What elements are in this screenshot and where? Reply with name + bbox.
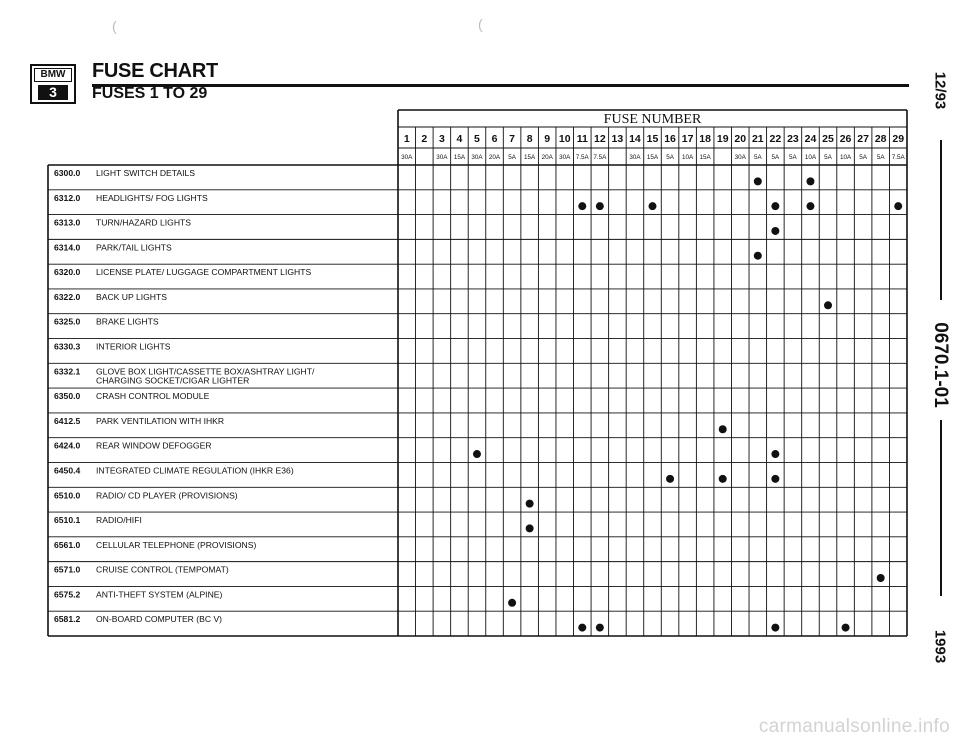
fuse-number-label: 28: [874, 133, 887, 145]
fuse-number-label: 4: [456, 133, 463, 145]
fuse-rating-label: 7.5A: [891, 154, 905, 161]
circuit-code: 6322.0: [54, 291, 81, 302]
fuse-dot: [771, 202, 779, 210]
fuse-number-label: 3: [438, 133, 445, 145]
fuse-rating-label: 5A: [771, 154, 780, 161]
fuse-number-title: FUSE NUMBER: [603, 112, 702, 127]
circuit-label: CRASH CONTROL MODULE: [96, 391, 210, 402]
fuse-dot: [824, 301, 832, 309]
fuse-number-label: 24: [804, 133, 817, 145]
fuse-dot: [666, 475, 674, 483]
circuit-code: 6312.0: [54, 192, 81, 203]
circuit-label: INTERIOR LIGHTS: [96, 341, 171, 352]
fuse-rating-label: 10A: [804, 154, 817, 161]
fuse-dot: [771, 624, 779, 632]
scan-mark-left: (: [112, 18, 117, 34]
circuit-code: 6320.0: [54, 267, 81, 278]
circuit-label: ANTI-THEFT SYSTEM (ALPINE): [96, 589, 223, 600]
circuit-label: REAR WINDOW DEFOGGER: [96, 440, 212, 451]
circuit-label: LICENSE PLATE/ LUGGAGE COMPARTMENT LIGHTS: [96, 267, 312, 278]
fuse-dot: [526, 524, 534, 532]
fuse-number-label: 26: [839, 133, 852, 145]
fuse-rating-label: 5A: [876, 154, 885, 161]
fuse-rating-label: 15A: [699, 154, 711, 161]
fuse-number-label: 18: [699, 133, 711, 145]
fuse-number-label: 6: [491, 133, 498, 145]
fuse-rating-label: 20A: [541, 154, 553, 161]
fuse-rating-label: 5A: [859, 154, 867, 161]
fuse-rating-label: 7.5A: [593, 154, 607, 161]
circuit-label: BRAKE LIGHTS: [96, 316, 159, 327]
fuse-dot: [877, 574, 885, 582]
circuit-label: RADIO/HIFI: [96, 515, 142, 526]
fuse-dot: [578, 202, 586, 210]
circuit-code: 6424.0: [54, 440, 81, 451]
circuit-label: LIGHT SWITCH DETAILS: [96, 168, 195, 178]
circuit-code: 6561.0: [54, 539, 81, 550]
circuit-label: PARK/TAIL LIGHTS: [96, 242, 172, 253]
fuse-rating-label: 5A: [508, 154, 516, 161]
fuse-dot: [806, 202, 814, 210]
circuit-label: RADIO/ CD PLAYER (PROVISIONS): [96, 490, 238, 501]
fuse-number-label: 1: [403, 133, 410, 145]
fuse-number-label: 16: [664, 133, 676, 145]
fuse-rating-label: 30A: [734, 154, 746, 161]
fuse-dot: [473, 450, 481, 458]
circuit-label: PARK VENTILATION WITH IHKR: [96, 415, 225, 426]
fuse-number-label: 5: [474, 133, 480, 145]
fuse-dot: [596, 624, 604, 632]
fuse-dot: [771, 475, 779, 483]
fuse-dot: [771, 450, 779, 458]
fuse-number-label: 25: [822, 133, 834, 145]
circuit-code: 6510.1: [54, 515, 81, 526]
fuse-rating-label: 5A: [753, 154, 762, 161]
fuse-number-label: 10: [558, 133, 571, 145]
fuse-dot: [649, 202, 657, 210]
logo-brand-text: BMW: [34, 68, 72, 82]
circuit-label: HEADLIGHTS/ FOG LIGHTS: [96, 192, 208, 203]
fuse-number-label: 7: [509, 133, 516, 145]
circuit-code: 6325.0: [54, 316, 81, 327]
fuse-rating-label: 30A: [629, 154, 641, 161]
side-document-code: 0670.1-01: [930, 322, 951, 408]
fuse-dot: [719, 425, 727, 433]
fuse-rating-label: 10A: [681, 154, 694, 161]
page-title: FUSE CHART: [92, 60, 218, 82]
fuse-number-label: 27: [857, 133, 869, 145]
fuse-dot: [806, 177, 814, 185]
side-date: 12/93: [931, 71, 949, 110]
fuse-rating-label: 15A: [524, 154, 536, 161]
fuse-dot: [771, 227, 779, 235]
fuse-number-label: 15: [646, 133, 659, 145]
circuit-code: 6350.0: [54, 391, 81, 402]
circuit-code: 6332.1: [54, 366, 81, 377]
circuit-code: 6300.0: [54, 168, 81, 178]
watermark: carmanualsonline.info: [758, 716, 950, 737]
fuse-rating-label: 30A: [559, 154, 571, 161]
fuse-number-label: 13: [611, 133, 624, 145]
circuit-code: 6581.2: [54, 614, 81, 625]
circuit-code: 6412.5: [54, 415, 81, 426]
fuse-number-label: 29: [892, 133, 905, 145]
circuit-code: 6314.0: [54, 242, 81, 253]
fuse-rating-label: 7.5A: [575, 154, 589, 161]
fuse-number-label: 14: [629, 133, 641, 145]
fuse-dot: [596, 202, 604, 210]
fuse-number-label: 12: [594, 133, 606, 145]
fuse-dot: [894, 202, 902, 210]
fuse-number-label: 23: [787, 133, 799, 145]
scan-mark-center: (: [478, 16, 483, 32]
fuse-rating-label: 5A: [789, 154, 797, 161]
fuse-number-label: 8: [526, 133, 533, 145]
fuse-dot: [578, 624, 586, 632]
fuse-dot: [754, 177, 762, 185]
fuse-number-label: 2: [421, 133, 428, 145]
fuse-rating-label: 15A: [453, 154, 466, 161]
fuse-rating-label: 30A: [436, 154, 448, 161]
logo-series-badge: 3: [38, 85, 68, 100]
circuit-code: 6571.0: [54, 564, 81, 575]
circuit-code: 6330.3: [54, 341, 81, 352]
circuit-code: 6510.0: [54, 490, 81, 501]
fuse-dot: [842, 624, 850, 632]
fuse-dot: [526, 500, 534, 508]
fuse-rating-label: 5A: [666, 154, 674, 161]
fuse-number-label: 20: [734, 133, 747, 145]
page-subtitle: FUSES 1 TO 29: [92, 85, 208, 102]
circuit-code: 6313.0: [54, 217, 81, 228]
fuse-number-label: 21: [751, 133, 764, 145]
circuit-label: ON-BOARD COMPUTER (BC V): [96, 614, 223, 625]
circuit-label: CRUISE CONTROL (TEMPOMAT): [96, 564, 229, 575]
circuit-label: BACK UP LIGHTS: [96, 291, 167, 302]
fuse-number-label: 11: [576, 133, 588, 145]
fuse-number-label: 9: [544, 133, 551, 145]
fuse-rating-label: 20A: [488, 154, 501, 161]
fuse-dot: [754, 252, 762, 260]
circuit-label-continued: CHARGING SOCKET/CIGAR LIGHTER: [96, 375, 250, 386]
fuse-number-label: 17: [681, 133, 694, 145]
circuit-code: 6575.2: [54, 589, 81, 600]
fuse-dot: [719, 475, 727, 483]
circuit-label: INTEGRATED CLIMATE REGULATION (IHKR E36): [96, 465, 294, 476]
circuit-label: TURN/HAZARD LIGHTS: [96, 217, 192, 228]
side-year: 1993: [931, 629, 949, 664]
fuse-dot: [508, 599, 516, 607]
circuit-label: CELLULAR TELEPHONE (PROVISIONS): [96, 539, 257, 550]
fuse-rating-label: 30A: [471, 154, 483, 161]
fuse-rating-label: 15A: [646, 154, 659, 161]
circuit-code: 6450.4: [54, 465, 81, 476]
fuse-rating-label: 5A: [824, 154, 832, 161]
fuse-rating-label: 30A: [401, 154, 413, 161]
fuse-number-label: 19: [716, 133, 729, 145]
fuse-rating-label: 10A: [839, 154, 852, 161]
fuse-number-label: 22: [769, 133, 782, 145]
circuit-label: GLOVE BOX LIGHT/CASSETTE BOX/ASHTRAY LIGHT/: [96, 366, 315, 377]
